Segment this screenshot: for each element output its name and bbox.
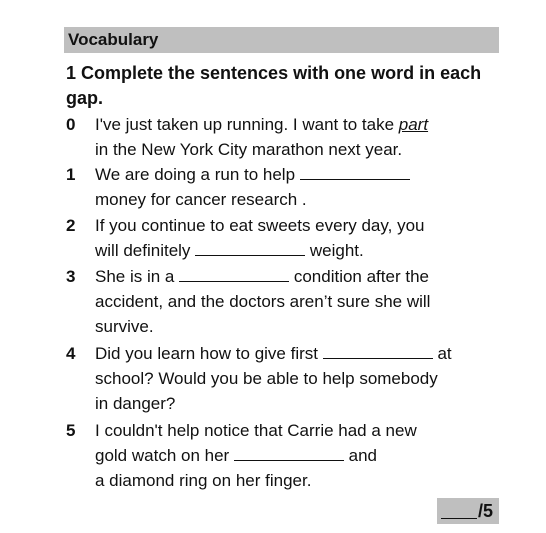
item-line <box>95 341 506 366</box>
exercise-item-2 <box>66 213 506 263</box>
score-box <box>437 498 499 524</box>
item-text-segment: weight. <box>305 241 364 260</box>
item-text-segment: condition after the <box>289 267 429 286</box>
item-number: 1 <box>66 165 76 184</box>
answer-gap[interactable] <box>195 241 305 256</box>
answer-gap[interactable] <box>234 446 344 461</box>
exercise-heading <box>66 61 506 111</box>
item-text-segment: at <box>432 344 452 363</box>
item-number: 5 <box>66 421 76 440</box>
item-line: a diamond ring on her finger. <box>95 471 312 490</box>
item-text <box>95 213 506 263</box>
exercise-item-4 <box>66 341 506 416</box>
score-blank[interactable] <box>441 503 477 519</box>
section-header-bar <box>64 27 499 53</box>
item-text-segment: gold watch on her <box>95 446 234 465</box>
answer-gap[interactable] <box>300 165 410 180</box>
item-line: in danger? <box>95 394 176 413</box>
exercise-item-0 <box>66 112 506 162</box>
exercise-heading-line-1: 1 Complete the sentences with one word in each <box>66 63 482 83</box>
score-total: /5 <box>478 501 494 521</box>
item-line: If you continue to eat sweets every day, you <box>95 216 425 235</box>
item-line: in the New York City marathon next year. <box>95 140 403 159</box>
answer-gap[interactable] <box>323 344 433 359</box>
item-text-segment: We are doing a run to help <box>95 165 300 184</box>
item-text-segment: She is in a <box>95 267 180 286</box>
item-text <box>95 341 506 416</box>
item-text-segment: I've just taken up running. I want to take <box>95 115 399 134</box>
item-line <box>95 112 506 137</box>
item-text <box>95 418 506 493</box>
item-text-segment: Did you learn how to give first <box>95 344 323 363</box>
item-line: I couldn't help notice that Carrie had a new <box>95 421 417 440</box>
exercise-item-5 <box>66 418 506 493</box>
item-text <box>95 112 506 162</box>
item-line: school? Would you be able to help somebody <box>95 369 438 388</box>
item-number: 4 <box>66 344 76 363</box>
item-line <box>95 162 506 187</box>
answer-gap[interactable] <box>179 267 289 282</box>
section-title: Vocabulary <box>68 30 159 49</box>
item-number: 0 <box>66 115 76 134</box>
exercise-item-3 <box>66 264 506 339</box>
item-line <box>95 443 506 468</box>
item-text-segment: and <box>343 446 378 465</box>
item-line <box>95 238 506 263</box>
item-text <box>95 162 506 212</box>
example-answer: part <box>398 115 429 134</box>
exercise-item-1 <box>66 162 506 212</box>
item-line: money for cancer research . <box>95 190 307 209</box>
item-line: accident, and the doctors aren’t sure she will <box>95 292 431 311</box>
exercise-heading-line-2: gap. <box>66 88 104 108</box>
item-line: survive. <box>95 317 154 336</box>
item-number: 3 <box>66 267 76 286</box>
item-number: 2 <box>66 216 76 235</box>
item-text-segment: will definitely <box>95 241 196 260</box>
item-text <box>95 264 506 339</box>
item-line <box>95 264 506 289</box>
